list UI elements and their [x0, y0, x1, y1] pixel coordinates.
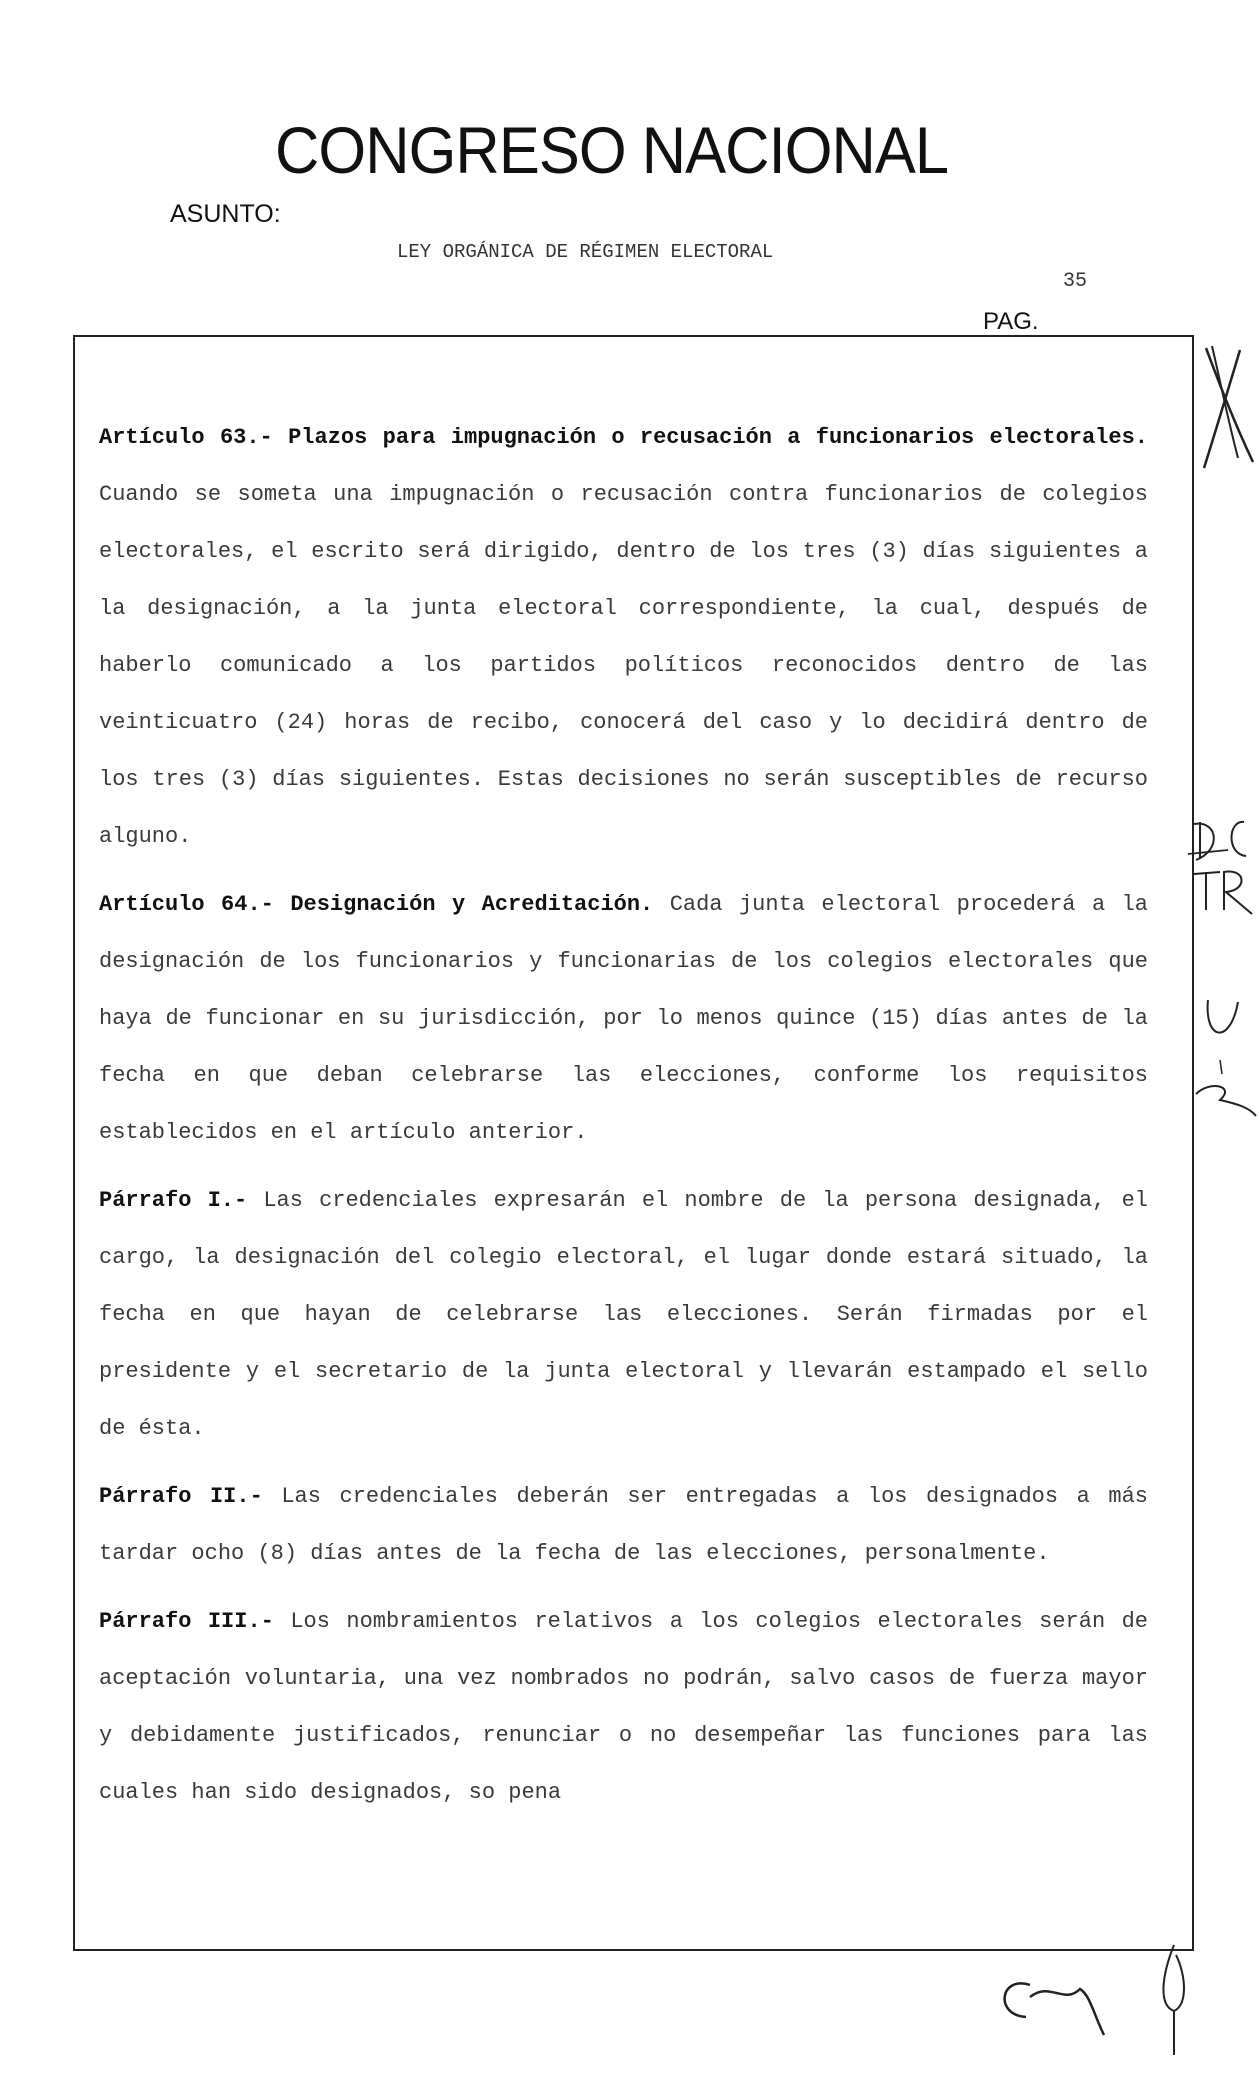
page-number: 35 — [1063, 270, 1088, 293]
handwritten-signature-side — [1190, 990, 1259, 1125]
asunto-label: ASUNTO: — [170, 200, 281, 228]
article-64 — [99, 876, 1148, 1161]
paragraph-i-heading: Párrafo I.- — [99, 1188, 248, 1213]
handwritten-initials-mark — [1188, 810, 1258, 925]
article-63-heading: Artículo 63.- Plazos para impugnación o recusación a funcionarios electorales. — [99, 425, 1148, 450]
article-64-text: Cada junta electoral procederá a la designación de los funcionarios y funcionarias de los colegios electorales que haya de funcionar en su jurisdicción, por lo menos quince (15) días antes de la fecha en que deban celebrarse las elecciones, conforme los requisitos establecidos en el artículo anterior. — [99, 892, 1148, 1145]
paragraph-i — [99, 1172, 1148, 1457]
article-64-heading: Artículo 64.- Designación y Acreditación. — [99, 892, 654, 917]
paragraph-ii-text: Las credenciales deberán ser entregadas a los designados a más tardar ocho (8) días antes de la fecha de las elecciones, personalmente. — [99, 1484, 1148, 1566]
paragraph-ii — [99, 1468, 1148, 1582]
handwritten-x-mark — [1198, 340, 1258, 470]
paragraph-i-text: Las credenciales expresarán el nombre de la persona designada, el cargo, la designación del colegio electoral, el lugar donde estará situado, la fecha en que hayan de celebrarse las elecciones. Serán firmadas por el presidente y el secretario de la junta electoral y llevarán estampado el sello de ésta. — [99, 1188, 1148, 1441]
page-label: PAG. — [983, 308, 1039, 335]
paragraph-iii-heading: Párrafo III.- — [99, 1609, 274, 1634]
document-title: CONGRESO NACIONAL — [275, 113, 949, 187]
document-body — [99, 409, 1148, 1821]
document-subject: LEY ORGÁNICA DE RÉGIMEN ELECTORAL — [397, 241, 774, 263]
article-63 — [99, 409, 1148, 865]
handwritten-signature-bottom — [990, 1935, 1259, 2060]
article-63-text: Cuando se someta una impugnación o recusación contra funcionarios de colegios electorales, el escrito será dirigido, dentro de los tres (3) días siguientes a la designación, a la junta electoral correspondiente, la cual, después de haberlo comunicado a los partidos políticos reconocidos dentro de las veinticuatro (24) horas de recibo, conocerá del caso y lo decidirá dentro de los tres (3) días siguientes. Estas decisiones no serán susceptibles de recurso alguno. — [99, 482, 1148, 849]
paragraph-iii — [99, 1593, 1148, 1821]
paragraph-iii-text: Los nombramientos relativos a los colegios electorales serán de aceptación voluntaria, una vez nombrados no podrán, salvo casos de fuerza mayor y debidamente justificados, renunciar o no desempeñar las funciones para las cuales han sido designados, so pena — [99, 1609, 1148, 1805]
paragraph-ii-heading: Párrafo II.- — [99, 1484, 263, 1509]
